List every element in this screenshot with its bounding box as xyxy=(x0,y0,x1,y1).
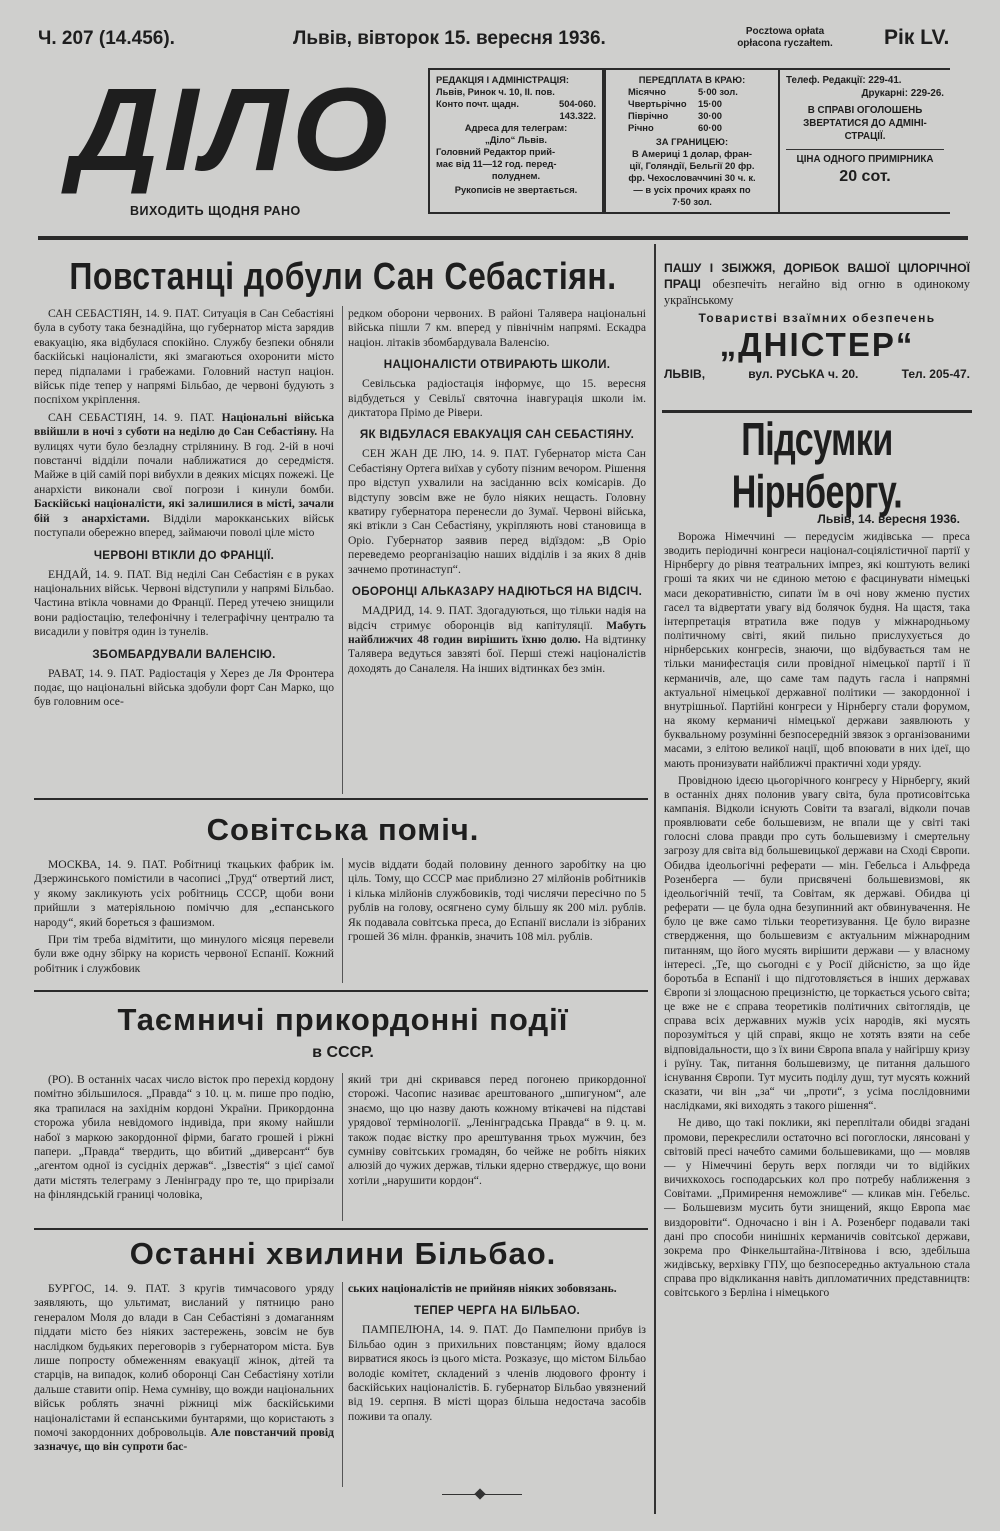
subheading: ЯК ВІДБУЛАСЯ ЕВАКУАЦІЯ САН СЕБАСТІЯНУ. xyxy=(359,428,635,442)
ed-line: Рукописів не звертається. xyxy=(454,184,578,195)
paragraph: ПАМПЕЛЮНА, 14. 9. ПАТ. До Пампелюни прибув із Більбао один з прихильних повстанцям; йому вдалося вирватися якось із цього міста. Розказує, що містом Більбао володіє комітет, складений з членів людового фронту і баскійських націоналістів. Б. губернатор Більбао увязнений від 19. серпня. В місті щораз більша недостача засобів поживи та опалу. xyxy=(348,1323,646,1423)
abroad-line: В Америці 1 долар, фран- xyxy=(631,148,753,159)
abroad-title: ЗА ГРАНИЦЕЮ: xyxy=(655,136,729,147)
article-title-soviet-aid: Совітська поміч. xyxy=(206,812,480,847)
volume-year: Рік LV. xyxy=(884,26,950,49)
article-title-san-sebastian: Повстанці добули Сан Себастіян. xyxy=(69,254,617,298)
subheading: ТЕПЕР ЧЕРГА НА БІЛЬБАО. xyxy=(413,1304,581,1318)
ed-line: Конто почт. щадн. xyxy=(436,98,519,109)
column-rule xyxy=(342,1073,343,1221)
paragraph: (PO). В останніх часах число вісток про перехід кордону помітно збільшилося. „Правда“ з 10. ц. м. пише про подію, яка трапилася на західнім кордоні України. Прикордонна сторожа убила невідомого індивіда, при якому найшли набої з маркою закордонної фірми, багато грошей і ріжні папери. „Правда“ твердить, що вбитий „диверсант“ був „агентом одної із сусідніх держав“. „Ізвестія“ з цієї самої дати містять телеграму з Ленінграду про те, що прирізали на фінляндській границі чоловіка, xyxy=(34,1073,334,1202)
sub-row: Місячно 5·00 зол. xyxy=(628,86,738,97)
ad-phone: Тел. 205-47. xyxy=(901,367,970,381)
section-rule xyxy=(34,990,648,992)
paragraph: РАВАТ, 14. 9. ПАТ. Радіостація у Херез де Ля Фронтера подає, що національні війська здобули форт Сан Марко, що був головним осе- xyxy=(34,666,334,709)
ad-text: обезпечіть негайно від огню в одинокому українському xyxy=(664,277,970,307)
sub-row: Піврічно 30·00 xyxy=(628,110,722,121)
insurance-ad xyxy=(664,260,970,410)
paragraph: Ворожа Німеччині — передусім жидівська — преса зводить періодичні конгреси націонал-соціялістичної партії у Нірнбергу до рівня театральних імпрез, які коштують великі гроші та яких чи не єдиною метою є фасцинувати німецькі маси декоративністю, сипати їм в очі нову жменю пустих гасел та відвертати увагу від болячок будня. На щастя, така інтерпретація втратила вже подув у міжнародньому політичному світі, який пильно прислухується до нірнберських конгресів, знаючи, що відбувається там не тільки манифестація сили провідної німецької партії і її керманичів, але, що саме там падуть гасла і напрямні актуальної німецької державної політики — закордонної і внутрішньої. Партійні конгреси у Нірнбергу стали форумом, на якому керманичі німецької держави заявлюють у буквальному розумінні безпосередній звязок з організованими масами, з елітою великої нації, щоб впоювати в них ідеї, що мають пронизувати найближчі практичні ходи уряду. xyxy=(664,531,970,770)
ad-company-line: Товаристві взаїмних обезпечень xyxy=(698,311,936,325)
paragraph: Не диво, що такі поклики, які переплітали обидві згадані промови, перекреслили остаточно всі погоглоски, лянсовані у світовій пресі начебто самими большевиками, що — мовляв — у Німеччині беруть верх погляди чи то відійких вичихкохось господарських кол про потребу наближення з Совітами. „Примирення неможливе“ — кликав мін. Гебельс. — Большевизм мусить бути знищений, якщо Европа має виздоровіти“. Одночасно і він і А. Розенберг подавали такі дані про способи нинішніх керманичів совітської держави, зокрема про Фінкельштайна-Літвінова і всю, здебільша жидівську, верхівку ГПУ, що безпосередньо актуальною стала справа про відкликання навіть дипломатичних представництв: совітського з Берліна і німецького xyxy=(664,1117,970,1300)
subheading: ЧЕРВОНІ ВТІКЛИ ДО ФРАНЦІЇ. xyxy=(93,548,275,562)
phone-line: Телеф. Редакції: 229-41. xyxy=(786,75,902,86)
ed-line: має від 11—12 год. перед- xyxy=(436,158,557,169)
paragraph: МОСКВА, 14. 9. ПАТ. Робітниці ткацьких фабрик ім. Дзержинського помістили в часописі „Труд“ отвертий лист, у якому закликують усіх робітниць СССР, щоби вони прийшли з матеріяльною поміччю для „еспанського народу“, який бореться з фашизмом. xyxy=(34,858,334,929)
ed-line: РЕДАКЦІЯ І АДМІНІСТРАЦІЯ: xyxy=(436,74,570,85)
abroad-line: — в усіх прочих краях по xyxy=(633,184,751,195)
column-rule xyxy=(342,1282,343,1487)
column-rule xyxy=(342,858,343,983)
postage-line-2: opłacona ryczałtem. xyxy=(737,38,833,49)
article-soviet-aid-col-2 xyxy=(348,858,646,988)
abroad-line: ції, Голяндії, Бельгії 20 фр. xyxy=(629,160,755,171)
postage-line-1: Pocztowa opłata xyxy=(745,26,825,37)
paragraph: При тім треба відмітити, що минулого місяця перевели були вже одну збірку на користь червоної Еспанії. Кожний робітник і службовик xyxy=(34,933,334,975)
paragraph: редком оборони червоних. В районі Талявера національні війська пішли 7 км. вперед у північнім напрямі. Ескадра націон. літаків збомбардувала Валенсію. xyxy=(348,307,646,349)
subheading: ЗБОМБАРДУВАЛИ ВАЛЕНСІЮ. xyxy=(92,647,276,661)
ad-city: ЛЬВІВ, xyxy=(664,367,706,381)
section-rule xyxy=(34,798,648,800)
article-san-sebastian-col-1 xyxy=(34,307,334,792)
article-soviet-aid-col-1 xyxy=(34,858,334,988)
issue-date: Львів, вівторок 15. вересня 1936. xyxy=(293,28,606,49)
page-column-rule xyxy=(654,244,656,1514)
sub-row: Чвертьрічно 15·00 xyxy=(628,98,722,109)
phone-line: Друкарні: 229-26. xyxy=(861,88,944,99)
article-title-border-events: Таємничі прикордонні події xyxy=(117,1002,569,1037)
article-bilbao-col-2 xyxy=(348,1282,646,1494)
paragraph: САН СЕБАСТІЯН, 14. 9. ПАТ. Ситуація в Сан Себастіяні була в суботу така безнадійна, що губернатор міста зарядив евакуацію, яка відбулася спокійно. Службу безпеки обняли баскійські націоналісти, які змагаються охоронити місто перед підпалами і грабежами. Головний наступ націон. військ піде тепер у напрямі Більбао, де червоні будують з поспіхом укріплення. xyxy=(34,307,334,407)
subheading: ОБОРОНЦІ АЛЬКАЗАРУ НАДІЮТЬСЯ НА ВІДСІЧ. xyxy=(351,585,643,599)
issue-number: Ч. 207 (14.456). xyxy=(38,28,175,49)
paragraph: ських націоналістів не прийняв ніяких зобовязань. xyxy=(348,1282,617,1295)
contact-box xyxy=(780,68,950,214)
article-border-events-col-2 xyxy=(348,1073,646,1223)
paragraph: САН СЕБАСТІЯН, 14. 9. ПАТ. Національні війська ввійшли в ночі з суботи на неділю до Сан Себастіяну. На вулицях чути було безладну стрілянину. В год. 2-ій в ночі повстанчі відділи почали наближатися до середмістя. Майже в цій самій порі вибухли в деяких місцях пожежі. Це анархісти виконали свої погрози і кинули бомби. Баскійські націоналісти, які залишилися в місті, зачали бій з анархістами. Відділи марокканських військ поступали обережно вперед, займаючи поволі ціле місто xyxy=(34,410,334,540)
ed-line: Адреса для телеграм: xyxy=(464,122,568,133)
price-value: 20 сот. xyxy=(839,168,891,185)
subheading: НАЦІОНАЛІСТИ ОТВИРАЮТЬ ШКОЛИ. xyxy=(383,358,611,372)
ed-line: Головний Редактор прий- xyxy=(436,146,556,157)
subscription-box xyxy=(604,68,780,214)
article-title-bilbao: Останні хвилини Більбао. xyxy=(129,1236,557,1271)
tagline: ВИХОДИТЬ ЩОДНЯ РАНО xyxy=(130,204,301,218)
ed-line: Львів, Ринок ч. 10, II. пов. xyxy=(436,86,555,97)
section-rule xyxy=(34,1228,648,1230)
ads-line: СТРАЦІЇ. xyxy=(844,131,886,142)
ed-line: „Діло“ Львів. xyxy=(485,134,547,145)
article-subtitle-border-events: в СССР. xyxy=(312,1044,374,1061)
article-nuremberg-body xyxy=(664,530,970,1515)
paragraph: Севільська радіостація інформує, що 15. вересня відбудеться у Севільї святочна інавгурація школи ім. диктатора Прімо де Рівери. xyxy=(348,377,646,420)
section-rule xyxy=(662,410,972,413)
article-border-events-col-1 xyxy=(34,1073,334,1223)
paragraph: МАДРИД, 14. 9. ПАТ. Здогадуються, що тільки надія на відсіч стримує оборонців від капітуляції. Мабуть найближчих 48 годин вирішить їхню долю. На відтинку Талявера ведуться завзяті бої. Перші стежі націоналістів доходять до Саналеля. На інших відтинках без змін. xyxy=(348,604,646,675)
abroad-line: фр. Чехословаччині 30 ч. к. xyxy=(628,172,756,183)
postage-note xyxy=(730,26,840,50)
ad-brand: „ДНІСТЕР“ xyxy=(719,326,915,363)
article-bilbao-col-1 xyxy=(34,1282,334,1494)
article-san-sebastian-col-2 xyxy=(348,307,646,792)
paragraph: БУРГОС, 14. 9. ПАТ. З кругів тимчасового уряду заявляють, що ультимат, висланий у пятницю рано генералом Моля до влади в Сан Себастіяні з домаганням піддати місто без ніяких застережень, зовсім не був наслідком будьяких переговорів з губернатором міста. Був лише попросту обмеженням евакуації жінок, дітей та старців, на випадок, колиб оборонці Сан Себастіяну хотіли дальше ставити опір. Нема сумніву, що вожди національних військ роблять значні ріжниці між баскійськими націоналістами й еспанськими бунтарями, що користають з помочі закордонних добровольців. Але повстанчий провід зазначує, що він супроти бас- xyxy=(34,1282,334,1454)
paragraph: який три дні скривався перед погонею прикордонної сторожі. Часопис називає арештованого „шпигуном“, але знаємо, що цю назву дають кожному втікачеві на підставі урядової термінології. „Ленінградська Правда“ в 9. ц. м. також подає вістку про арештування трьох мужчин, без сумніву совітських громадян, бо чейже не робіть ніяких алюзій до чужих держав, тільки ядерно стверджує, що вони хотіли „нарушити кордон“. xyxy=(348,1073,646,1187)
masthead-rule xyxy=(38,236,968,240)
column-rule xyxy=(342,306,343,794)
abroad-line: 7·50 зол. xyxy=(672,196,712,207)
paragraph: мусів віддати бодай половину денного заробітку на цю ціль. Тому, що СССР має приблизно 27 мілйонів робітників і кілька мілйонів службовиків, тоді числячи пересічно по 5 рублів на голову, осягнено суму більшу як 200 міл. рублів. Як подавала совітська преса, до Еспанії вислали із зібраних грошей 36 мілн. франків, значить 108 міл. рублів. xyxy=(348,858,646,944)
editorial-box xyxy=(428,68,604,214)
paragraph: ЕНДАЙ, 14. 9. ПАТ. Від неділі Сан Себастіян є в руках національних військ. Червоні відступили у напрямі Більбао. Частина втікла човнами до Франції. Перед утечею знищили вони радіостацію, телефонічну і телеграфічну централю та висадили у повітря один із тунелів. xyxy=(34,567,334,639)
ed-line: 143.322. xyxy=(559,110,596,121)
sub-row: Річно 60·00 xyxy=(628,122,722,133)
paragraph: Провідною ідеєю цьогорічного конгресу у Нірнбергу, який в останніх днях полонив увагу світа, була протисовітська кампанія. Відколи існують Совіти та взагалі, відколи почав проявлювати себе большевизм, не впали ще у світі такі голосні слова правди про суть большевизму і смертельну загрозу для світа від большевицької держави на Сході Європи. Обидва ідеольогічні реферати — мін. Гебельса і Альфреда Розенберга — були присвячені большевизмові, як ідеольогічній течії, та Совітам, як державі. Обидва ці реферати — це була одна безупинний акт обвинувачення. Не було це вже само тільки теоретизування. Це було виразне ствердження, що большевизм є актуальним міжнародним питанням, що його мусять вирішити держави — у власному інтересі. „Те, що сьогодні є у Росії дійсністю, за що йде боротьба в Еспанії і що підготовляється в інших державах Європи зі злощасною прецизністю, це торкається усього світа; це вже не є справа теоретиків політичних світоглядів, це справа всіх державних мужів усіх народів, які мусять порозуміться у цій справі, якщо не хотять взяти на себе відповідальности, що з їх вини Європа впала у найгіршу кризу і руїну. Так, питання большевизму, це питання дальшого існування Європи. Тут мусить поділу душ, тут мусять кожний сказати, чи він „за“ чи „проти“, з усіма послідовними наслідками, які виходять з такого рішення“. xyxy=(664,774,970,1113)
ed-line: полуднем. xyxy=(491,170,541,181)
ad-headline: ПАШУ І ЗБІЖЖЯ, ДОРІБОК ВАШОЇ ЦІЛОРІЧНОЇ ПРАЦІ xyxy=(664,261,970,291)
newspaper-logo: ДІЛО xyxy=(70,64,393,196)
ads-line: ЗВЕРТАТИСЯ ДО АДМІНІ- xyxy=(803,118,927,129)
ads-line: В СПРАВІ ОГОЛОШЕНЬ xyxy=(807,105,923,116)
ad-street: вул. РУСЬКА ч. 20. xyxy=(748,367,859,381)
ed-line: 504-060. xyxy=(558,98,596,109)
article-title-nuremberg: Підсумки Нірнбергу. xyxy=(731,414,903,519)
price-label: ЦІНА ОДНОГО ПРИМІРНИКА xyxy=(786,149,944,166)
article-dateline-nuremberg: Львів, 14. вересня 1936. xyxy=(817,512,960,526)
paragraph: СЕН ЖАН ДЕ ЛЮ, 14. 9. ПАТ. Губернатор міста Сан Себастіяну Ортега виїхав у суботу пізним вечором. Рішення про відступ ухвалили на засіданню всіх комісарів. До відступу зовсім вже не було ніяких нещасть. Головну кватиру губернатора перенесли до Зумаї. Червоні війська, які втікли з Сан Себастіяну, укріпляють нові становища в Оріо. Губернатор заявив перед відїздом: „В Оріо переведемо реорганізацію наших відділів і за яких 8 днів зачнемо протинаступ“. xyxy=(348,447,646,576)
sub-title: ПЕРЕДПЛАТА В КРАЮ: xyxy=(638,74,746,85)
